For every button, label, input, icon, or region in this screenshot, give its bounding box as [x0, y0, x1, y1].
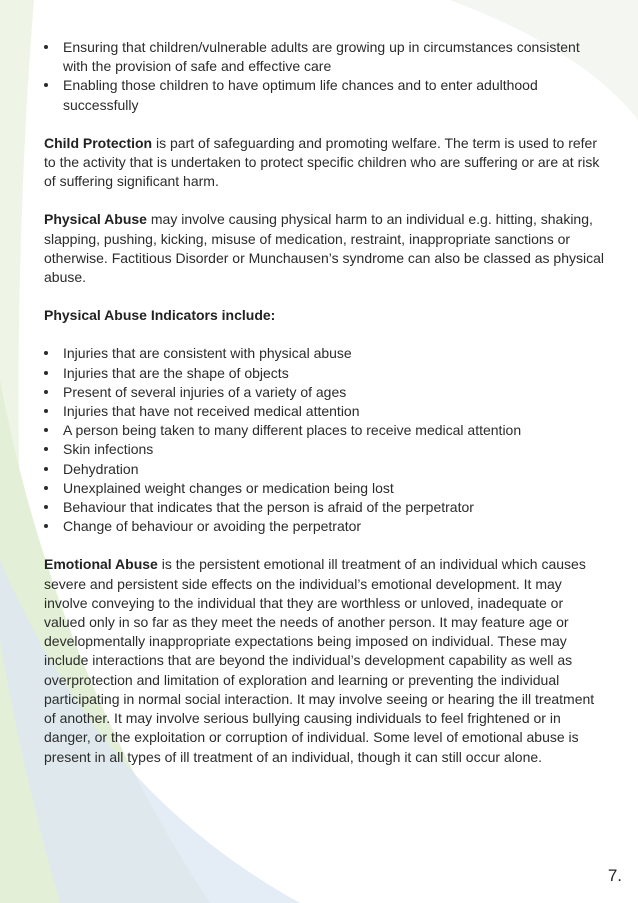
list-item	[44, 402, 606, 421]
page-number: 7.	[607, 866, 622, 885]
child-protection-term: Child Protection	[44, 134, 153, 151]
emotional-abuse-term: Emotional Abuse	[44, 556, 158, 573]
list-item	[44, 344, 606, 363]
list-item-text: Skin infections	[63, 441, 154, 458]
document-body	[44, 38, 606, 767]
list-item	[44, 421, 606, 440]
list-item-text: Injuries that have not received medical attention	[63, 403, 360, 420]
bullet-icon	[44, 524, 48, 528]
bullet-icon	[44, 371, 48, 375]
list-item	[44, 383, 606, 402]
list-item	[44, 364, 606, 383]
emotional-abuse-text: is the persistent emotional ill treatment of an individual which causes severe and persistent side effects on the individual’s emotional development. It may involve conveying to the individual that they are worthless or unloved, inadequate or valued only in so far as they meet the needs of another person. It may feature age or developmentally inappropriate expectations being imposed on individual. These may include interactions that are beyond the individual’s development capability as well as overprotection and limitation of exploration and learning or preventing the individual participating in normal social interaction. It may involve seeing or hearing the ill treatment of another. It may involve serious bullying causing individuals to feel frightened or in danger, or the exploitation or corruption of individual. Some level of emotional abuse is present in all types of ill treatment of an individual, though it can still occur alone.	[44, 556, 595, 765]
list-item-text: Present of several injuries of a variety of ages	[63, 383, 347, 400]
list-item-text: Change of behaviour or avoiding the perpetrator	[63, 518, 362, 535]
bullet-icon	[44, 447, 48, 451]
list-item	[44, 460, 606, 479]
indicators-list	[44, 344, 606, 536]
indicators-heading: Physical Abuse Indicators include:	[44, 307, 276, 324]
bullet-icon	[44, 351, 48, 355]
list-item-text: Injuries that are the shape of objects	[63, 364, 289, 381]
list-item-text: Ensuring that children/vulnerable adults are growing up in circumstances consistent with the provision of safe and effective care	[63, 39, 580, 75]
list-item	[44, 440, 606, 459]
bullet-icon	[44, 505, 48, 509]
list-item-text: Enabling those children to have optimum life chances and to enter adulthood successfully	[63, 77, 538, 113]
physical-abuse-paragraph	[44, 210, 606, 287]
intro-bullet-list	[44, 38, 606, 115]
physical-abuse-text: may involve causing physical harm to an individual e.g. hitting, shaking, slapping, pushing, kicking, misuse of medication, restraint, inappropriate sanctions or otherwise. Factitious Disorder or Munchausen’s syndrome can also be classed as physical abuse.	[44, 211, 605, 286]
physical-abuse-term: Physical Abuse	[44, 211, 147, 228]
list-item-text: A person being taken to many different places to receive medical attention	[63, 422, 522, 439]
bullet-icon	[44, 428, 48, 432]
bullet-icon	[44, 390, 48, 394]
list-item-text: Unexplained weight changes or medication being lost	[63, 479, 394, 496]
bullet-icon	[44, 486, 48, 490]
list-item	[44, 38, 606, 76]
bullet-icon	[44, 467, 48, 471]
child-protection-text: is part of safeguarding and promoting welfare. The term is used to refer to the activity that is undertaken to protect specific children who are suffering or are at risk of suffering significant harm.	[44, 134, 600, 190]
list-item	[44, 498, 606, 517]
list-item-text: Behaviour that indicates that the person is afraid of the perpetrator	[63, 499, 474, 516]
list-item	[44, 76, 606, 114]
child-protection-paragraph	[44, 134, 606, 192]
bullet-icon	[44, 409, 48, 413]
list-item	[44, 517, 606, 536]
bullet-icon	[44, 83, 48, 87]
list-item-text: Dehydration	[63, 460, 139, 477]
bullet-icon	[44, 45, 48, 49]
emotional-abuse-paragraph	[44, 555, 606, 766]
list-item	[44, 479, 606, 498]
list-item-text: Injuries that are consistent with physical abuse	[63, 345, 352, 362]
